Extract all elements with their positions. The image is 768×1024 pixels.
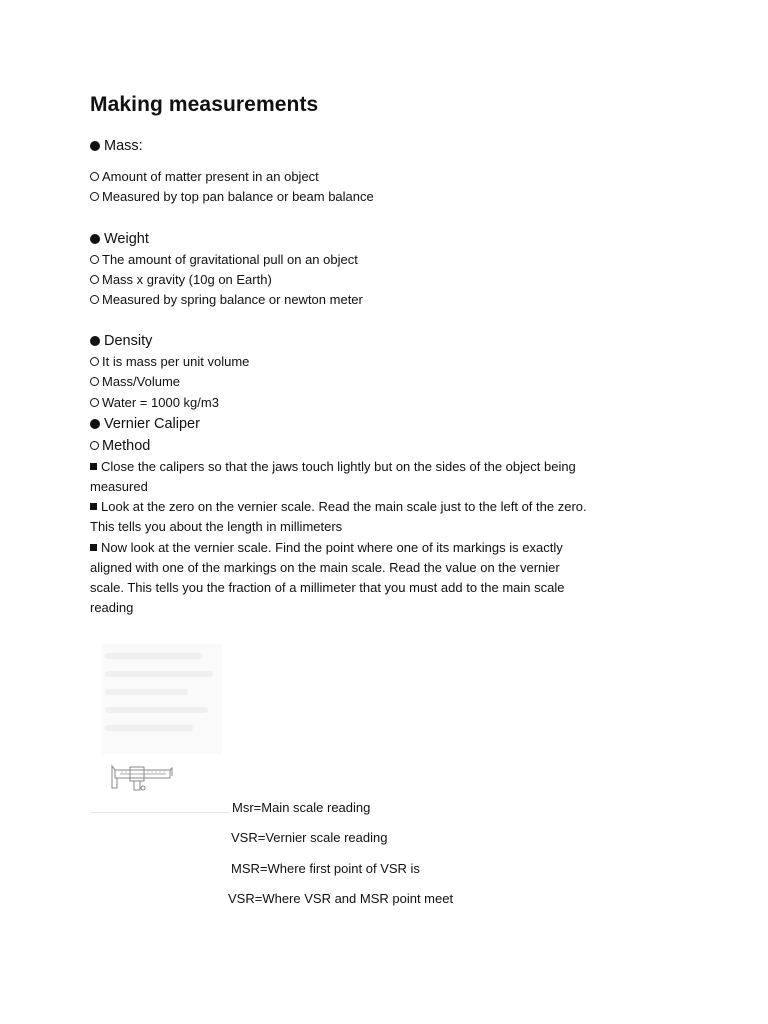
square-bullet-icon: [90, 463, 97, 470]
section-heading-text: Density: [104, 333, 153, 349]
list-item-text: The amount of gravitational pull on an object: [102, 252, 358, 267]
list-item-text: Water = 1000 kg/m3: [102, 395, 219, 410]
figure-image: [90, 636, 230, 812]
list-item-text: Amount of matter present in an object: [102, 169, 319, 184]
list-item-text: Measured by spring balance or newton meter: [102, 292, 363, 307]
method-step: [90, 457, 590, 497]
list-item: [90, 393, 219, 413]
list-item: [90, 352, 249, 372]
list-item-text: Mass/Volume: [102, 374, 181, 389]
method-step-text: Close the calipers so that the jaws touch lightly but on the sides of the object being measured: [90, 459, 576, 494]
method-step: [90, 497, 590, 537]
list-item-text: It is mass per unit volume: [102, 354, 250, 369]
note-line: Msr=Main scale reading: [232, 800, 371, 815]
list-item-text: Measured by top pan balance or beam balance: [102, 189, 374, 204]
list-item: [90, 167, 319, 187]
section-heading-vernier: [90, 414, 200, 434]
filled-bullet-icon: [90, 141, 100, 151]
figure-divider: [90, 812, 230, 813]
hollow-bullet-icon: [90, 357, 99, 366]
list-item: [90, 270, 272, 290]
hollow-bullet-icon: [90, 172, 99, 181]
list-item: [90, 250, 358, 270]
method-step-text: Look at the zero on the vernier scale. Read the main scale just to the left of the zero. This tells you about the length in millimeters: [90, 499, 587, 534]
hollow-bullet-icon: [90, 255, 99, 264]
note-line: VSR=Where VSR and MSR point meet: [228, 891, 454, 906]
page-title: Making measurements: [90, 93, 319, 116]
hollow-bullet-icon: [90, 398, 99, 407]
hollow-bullet-icon: [90, 192, 99, 201]
method-step-text: Now look at the vernier scale. Find the point where one of its markings is exactly aligned with one of the markings on the main scale. Read the value on the vernier scale. This tells you the fraction of a millimeter that you must add to the main scale reading: [90, 540, 565, 615]
filled-bullet-icon: [90, 336, 100, 346]
note-line: MSR=Where first point of VSR is: [231, 861, 420, 876]
vernier-caliper-icon: [90, 636, 230, 812]
square-bullet-icon: [90, 544, 97, 551]
section-heading-density: [90, 331, 152, 351]
hollow-bullet-icon: [90, 377, 99, 386]
note-line: VSR=Vernier scale reading: [231, 830, 388, 845]
hollow-bullet-icon: [90, 441, 99, 450]
filled-bullet-icon: [90, 234, 100, 244]
method-step: [90, 538, 590, 618]
hollow-bullet-icon: [90, 275, 99, 284]
list-item: [90, 290, 363, 310]
list-item-text: Mass x gravity (10g on Earth): [102, 272, 272, 287]
hollow-bullet-icon: [90, 295, 99, 304]
section-heading-weight: [90, 229, 149, 249]
section-heading-mass: [90, 136, 143, 156]
list-item: [90, 372, 180, 392]
section-heading-text: Vernier Caliper: [104, 416, 200, 432]
subheading-method: [90, 436, 150, 456]
list-item: [90, 187, 374, 207]
section-heading-text: Weight: [104, 231, 149, 247]
subheading-text: Method: [102, 438, 151, 454]
section-heading-text: Mass:: [104, 138, 143, 154]
square-bullet-icon: [90, 503, 97, 510]
filled-bullet-icon: [90, 419, 100, 429]
